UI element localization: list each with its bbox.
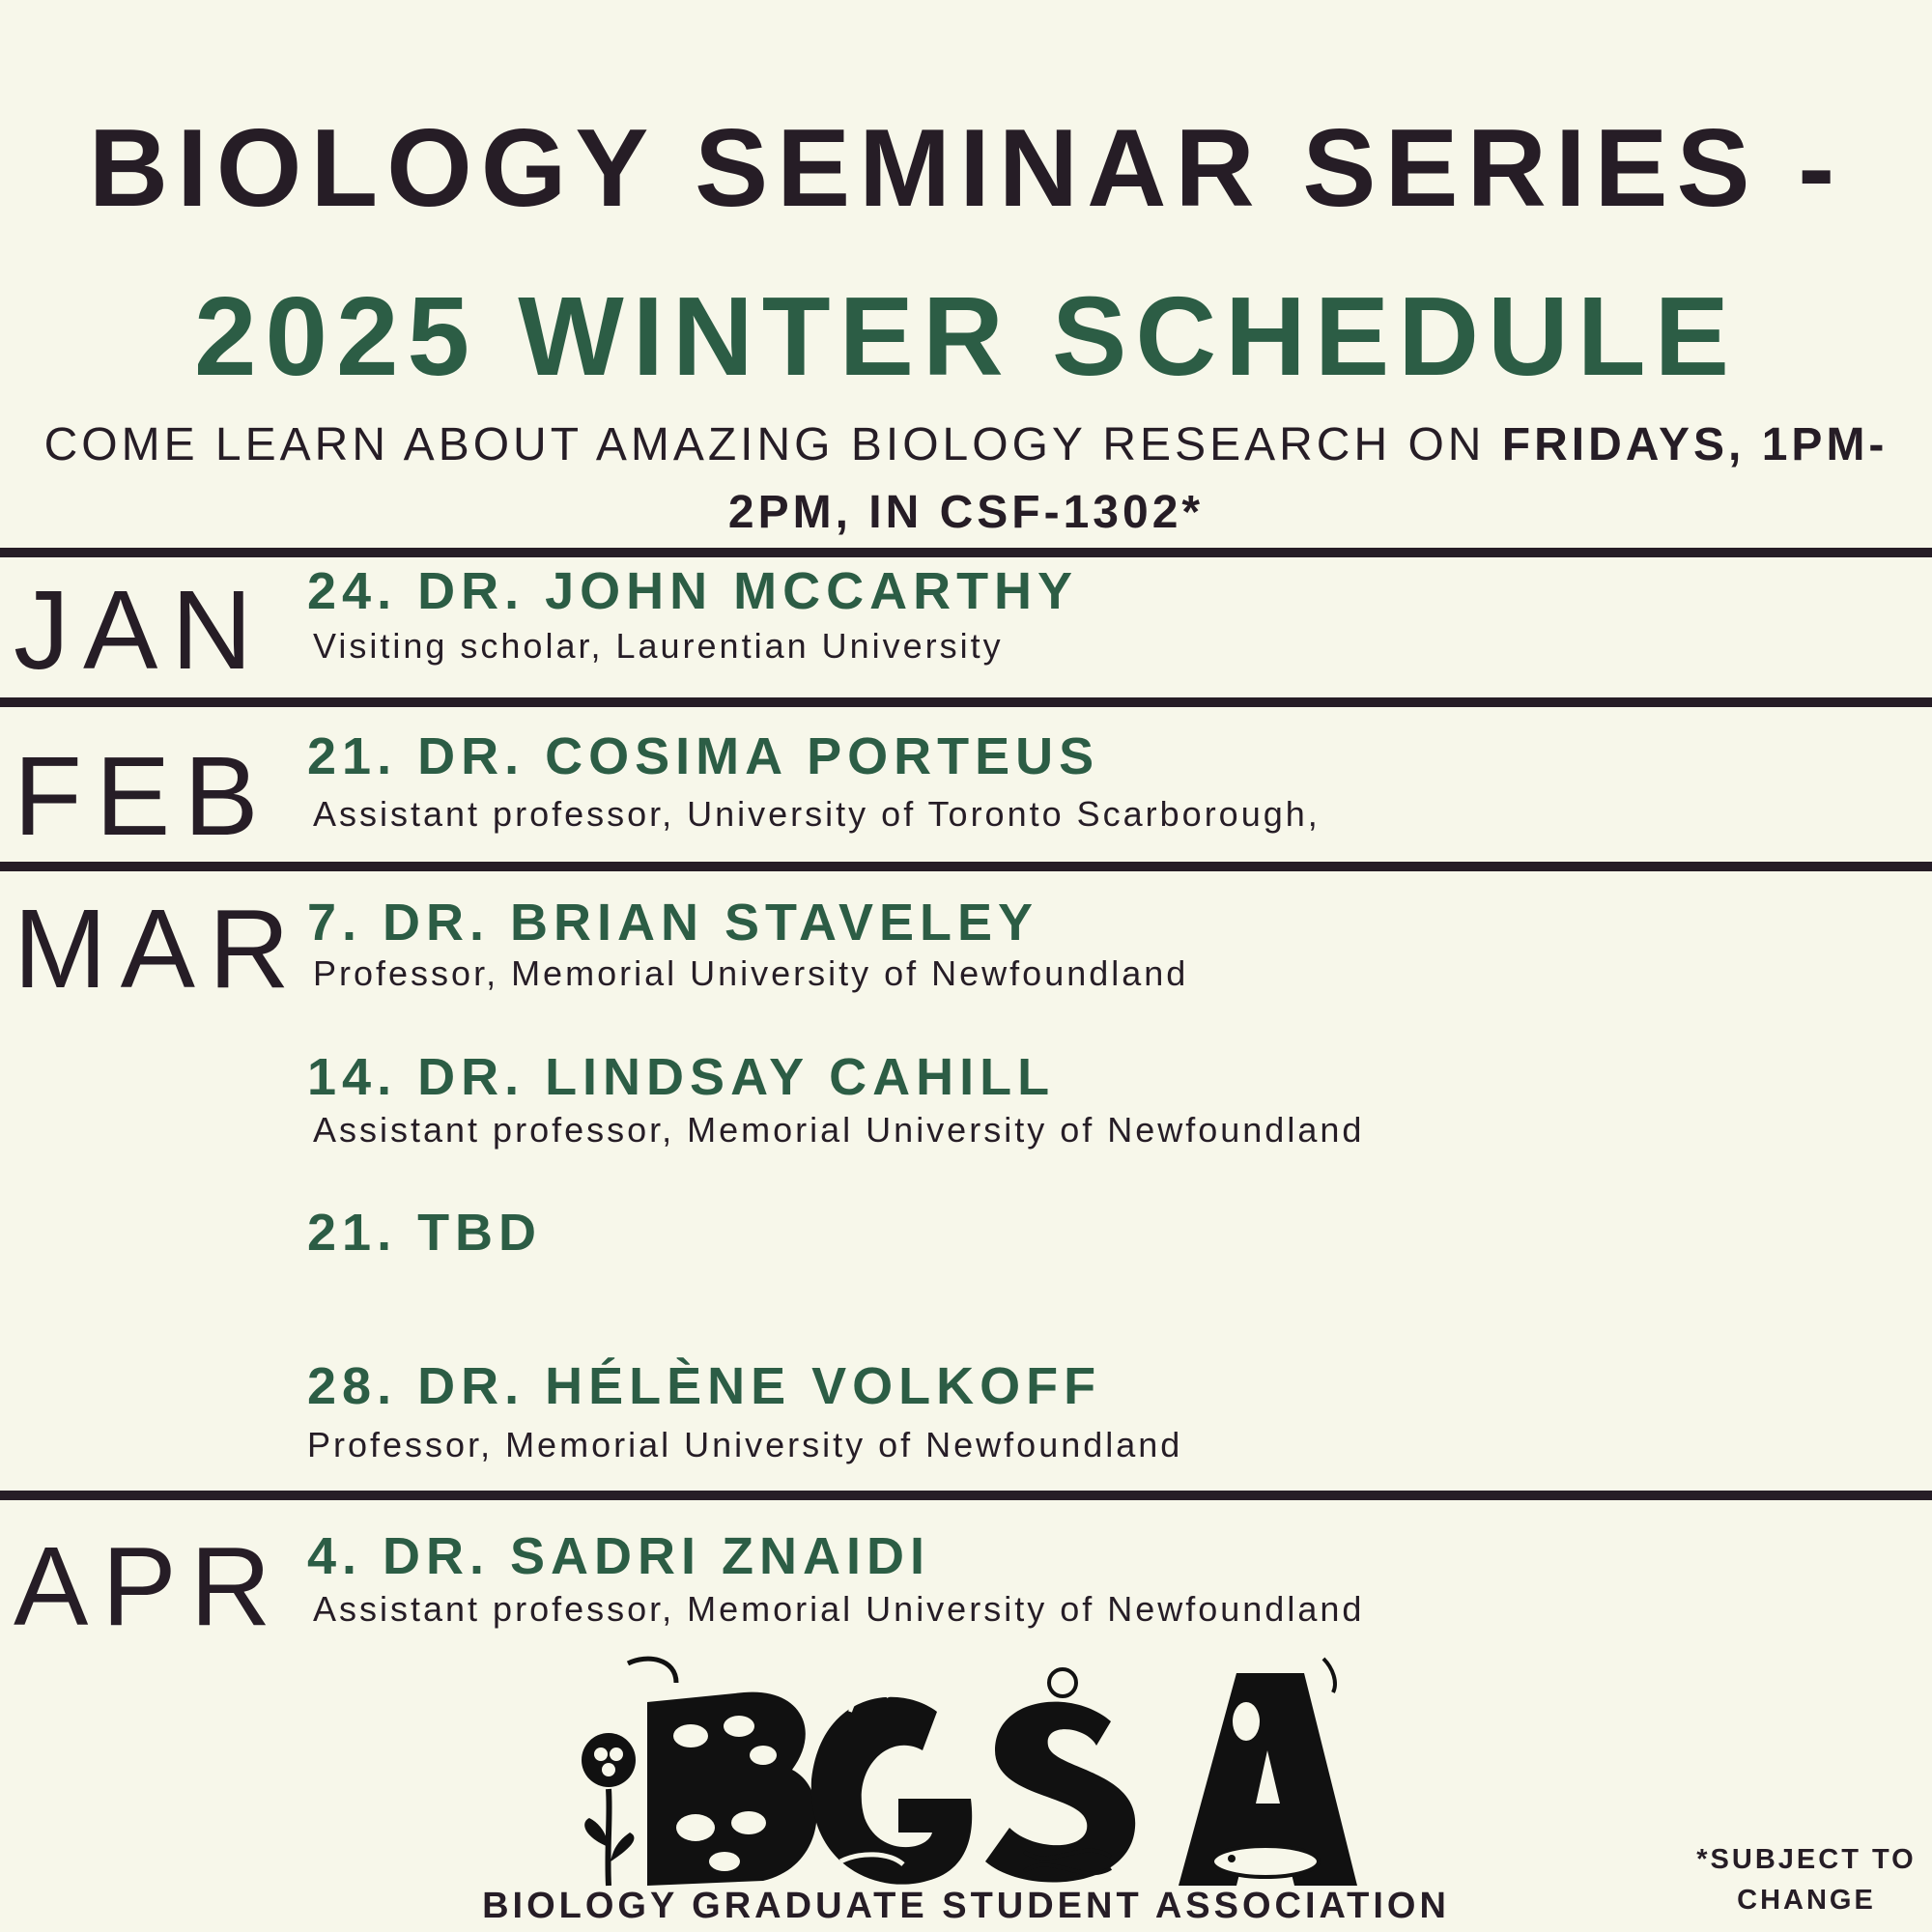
divider <box>0 862 1932 871</box>
talk-subtitle: Assistant professor, Memorial University of Newfoundland <box>313 1589 1365 1629</box>
note-line1: *SUBJECT TO <box>1696 1844 1917 1875</box>
letter-b-butterfly <box>628 1659 816 1886</box>
talk-title: 4. DR. SADRI ZNAIDI <box>307 1527 931 1585</box>
talk-subtitle: Assistant professor, University of Toronto Scarborough, <box>313 794 1321 834</box>
organization-name: BIOLOGY GRADUATE STUDENT ASSOCIATION <box>482 1886 1450 1926</box>
divider <box>0 697 1932 707</box>
intro-regular: COME LEARN ABOUT AMAZING BIOLOGY RESEARCH ON <box>43 419 1502 470</box>
talk-title: 21. DR. COSIMA PORTEUS <box>307 727 1100 785</box>
talk-title: 7. DR. BRIAN STAVELEY <box>307 894 1039 952</box>
letter-a-fish <box>1179 1659 1357 1886</box>
intro-bold-line2: 2PM, IN CSF-1302* <box>727 487 1205 538</box>
letter-s-dna <box>985 1669 1135 1883</box>
month-label-jan: JAN <box>14 567 267 693</box>
talk-title: 21. TBD <box>307 1204 543 1262</box>
month-label-apr: APR <box>14 1523 285 1649</box>
bgsa-logo <box>570 1654 1362 1895</box>
flower-icon <box>582 1733 636 1886</box>
page-title-line1: BIOLOGY SEMINAR SERIES - <box>88 107 1844 230</box>
subject-to-change-note <box>1681 1839 1932 1920</box>
divider <box>0 548 1932 557</box>
letter-g-deer <box>811 1679 972 1885</box>
page-title-line2: 2025 WINTER SCHEDULE <box>193 273 1739 399</box>
talk-subtitle: Professor, Memorial University of Newfoundland <box>307 1425 1183 1464</box>
month-label-mar: MAR <box>14 886 303 1011</box>
talk-subtitle: Assistant professor, Memorial University of Newfoundland <box>313 1110 1365 1150</box>
intro-text <box>0 412 1932 547</box>
talk-title: 14. DR. LINDSAY CAHILL <box>307 1048 1056 1106</box>
month-label-feb: FEB <box>14 733 272 859</box>
intro-bold-line1: FRIDAYS, 1PM- <box>1501 419 1889 470</box>
note-line2: CHANGE <box>1737 1885 1876 1916</box>
talk-subtitle: Professor, Memorial University of Newfoundland <box>313 953 1189 993</box>
talk-subtitle: Visiting scholar, Laurentian University <box>313 626 1004 666</box>
divider <box>0 1491 1932 1500</box>
talk-title: 28. DR. HÉLÈNE VOLKOFF <box>307 1357 1102 1415</box>
talk-title: 24. DR. JOHN MCCARTHY <box>307 562 1079 620</box>
